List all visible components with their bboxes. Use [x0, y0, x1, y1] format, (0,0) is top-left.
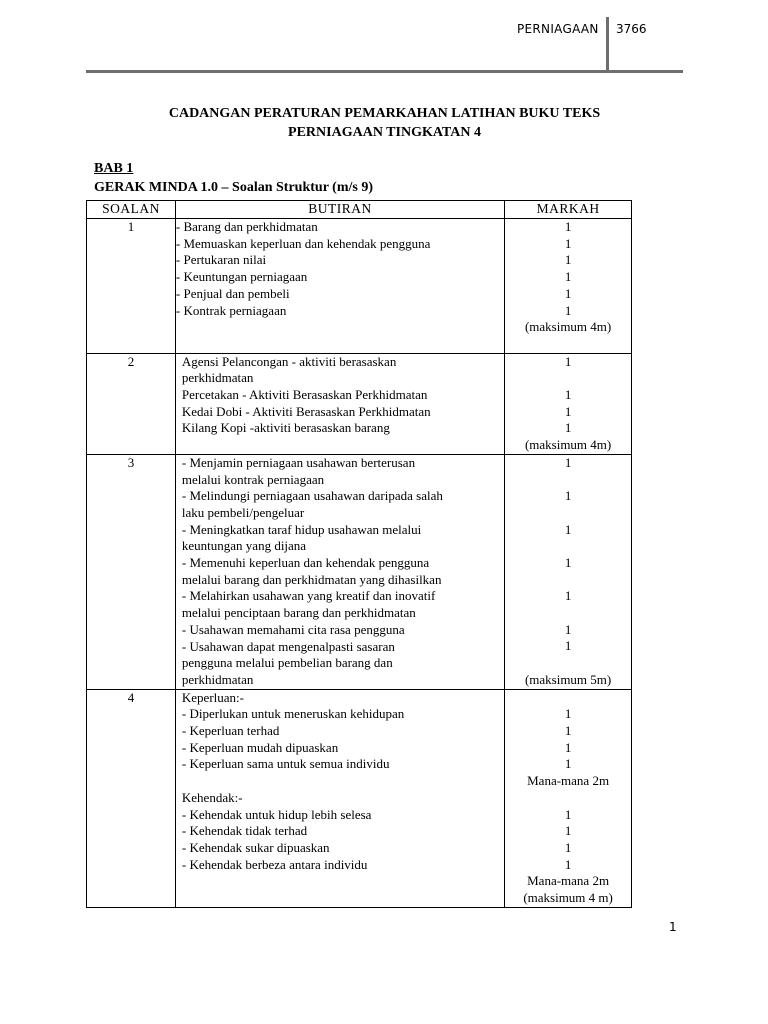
table-row: [87, 353, 632, 454]
detail-line: - Memenuhi keperluan dan kehendak pengguna: [181, 555, 430, 571]
header-subject: PERNIAGAAN: [517, 22, 599, 36]
detail-line: - Keperluan terhad: [181, 723, 280, 739]
mark-value: [505, 538, 631, 555]
mark-value: Mana-mana 2m: [527, 773, 610, 789]
marks-cell: [505, 454, 632, 689]
mark-value: 1: [564, 387, 572, 402]
mark-value: 1: [564, 806, 572, 822]
answer-details: [175, 353, 504, 454]
chapter-heading: BAB 1: [94, 161, 134, 176]
mark-value: 1: [564, 454, 572, 470]
mark-value: 1: [564, 219, 572, 234]
detail-line: Kehendak:-: [181, 789, 243, 805]
table-row: [87, 219, 632, 354]
table-row: [87, 689, 632, 907]
detail-line: Percetakan - Aktiviti Berasaskan Perkhidmatan: [181, 387, 428, 403]
detail-line: melalui barang dan perkhidmatan yang dihasilkan: [181, 571, 442, 587]
detail-line: [182, 873, 504, 890]
mark-value: [505, 505, 631, 522]
mark-value: 1: [564, 235, 572, 251]
question-number: 1: [87, 219, 176, 354]
mark-value: 1: [564, 521, 572, 537]
detail-line: - Usahawan memahami cita rasa pengguna: [181, 621, 405, 637]
mark-value: (maksimum 5m): [524, 671, 612, 687]
detail-line: - Kehendak sukar dipuaskan: [181, 839, 330, 855]
header-code: 3766: [616, 22, 647, 36]
mark-value: 1: [564, 823, 572, 839]
column-header-markah: MARKAH: [505, 201, 632, 219]
question-number: 2: [87, 353, 176, 454]
detail-line: - Pertukaran nilai: [175, 252, 267, 268]
table-row: [87, 454, 632, 689]
header-divider-vertical: [606, 17, 609, 73]
mark-value: (maksimum 4m): [524, 319, 612, 335]
detail-line: - Melindungi perniagaan usahawan daripada salah: [181, 488, 443, 504]
mark-value: [505, 605, 631, 622]
mark-value: 1: [564, 621, 572, 637]
mark-value: 1: [564, 269, 572, 285]
mark-value: 1: [564, 488, 572, 504]
mark-value: [505, 370, 631, 387]
detail-line: perkhidmatan: [181, 671, 254, 687]
detail-line: - Keuntungan perniagaan: [175, 269, 308, 285]
mark-value: (maksimum 4m): [524, 437, 612, 453]
detail-line: - Kehendak tidak terhad: [181, 823, 308, 839]
detail-line: - Melahirkan usahawan yang kreatif dan inovatif: [181, 588, 436, 604]
detail-line: Keperluan:-: [181, 689, 244, 705]
title-line-1: CADANGAN PERATURAN PEMARKAHAN LATIHAN BUKU TEKS: [168, 106, 601, 121]
marks-cell: [505, 353, 632, 454]
detail-line: - Menjamin perniagaan usahawan berterusan: [181, 454, 416, 470]
mark-value: 1: [564, 706, 572, 722]
marking-scheme-table: [86, 200, 632, 908]
mark-value: 1: [564, 588, 572, 604]
column-header-butiran: BUTIRAN: [175, 201, 504, 219]
detail-line: laku pembeli/pengeluar: [181, 504, 305, 520]
detail-line: - Kontrak perniagaan: [175, 302, 287, 318]
answer-details: [175, 219, 504, 354]
detail-line: [176, 319, 504, 336]
detail-line: - Usahawan dapat mengenalpasti sasaran: [181, 638, 395, 654]
mark-value: [505, 790, 631, 807]
mark-value: (maksimum 4 m): [523, 890, 613, 906]
detail-line: perkhidmatan: [181, 370, 254, 386]
detail-line: [182, 890, 504, 907]
mark-value: 1: [564, 739, 572, 755]
answer-details: [175, 454, 504, 689]
mark-value: 1: [564, 353, 572, 369]
mark-value: 1: [564, 285, 572, 301]
mark-value: 1: [564, 403, 572, 419]
mark-value: [505, 336, 631, 353]
detail-line: Agensi Pelancongan - aktiviti berasaskan: [181, 353, 397, 369]
marks-cell: [505, 689, 632, 907]
detail-line: - Meningkatkan taraf hidup usahawan melalui: [181, 521, 422, 537]
mark-value: 1: [564, 856, 572, 872]
detail-line: - Memuaskan keperluan dan kehendak pengguna: [175, 235, 431, 251]
detail-line: melalui penciptaan barang dan perkhidmatan: [181, 605, 416, 621]
detail-line: [176, 336, 504, 353]
mark-value: [505, 690, 631, 707]
detail-line: [182, 437, 504, 454]
detail-line: - Diperlukan untuk meneruskan kehidupan: [181, 706, 405, 722]
mark-value: 1: [564, 420, 572, 436]
mark-value: 1: [564, 839, 572, 855]
mark-value: 1: [564, 756, 572, 772]
marks-cell: [505, 219, 632, 354]
document-title: [86, 104, 683, 142]
detail-line: pengguna melalui pembelian barang dan: [181, 655, 393, 671]
detail-line: Kedai Dobi - Aktiviti Berasaskan Perkhidmatan: [181, 403, 431, 419]
detail-line: keuntungan yang dijana: [181, 538, 307, 554]
detail-line: melalui kontrak perniagaan: [181, 471, 325, 487]
detail-line: - Keperluan mudah dipuaskan: [181, 739, 339, 755]
mark-value: [505, 472, 631, 489]
mark-value: [505, 572, 631, 589]
detail-line: - Kehendak untuk hidup lebih selesa: [181, 806, 372, 822]
header-divider-horizontal: [86, 70, 683, 73]
column-header-soalan: SOALAN: [87, 201, 176, 219]
detail-line: - Barang dan perkhidmatan: [175, 219, 318, 234]
mark-value: 1: [564, 554, 572, 570]
table-header-row: [87, 201, 632, 219]
answer-details: [175, 689, 504, 907]
question-number: 3: [87, 454, 176, 689]
mark-value: Mana-mana 2m: [527, 873, 610, 889]
mark-value: 1: [564, 638, 572, 654]
detail-line: [182, 773, 504, 790]
mark-value: 1: [564, 723, 572, 739]
title-line-2: PERNIAGAAN TINGKATAN 4: [288, 125, 481, 140]
detail-line: - Keperluan sama untuk semua individu: [181, 756, 390, 772]
detail-line: - Penjual dan pembeli: [175, 285, 290, 301]
detail-line: Kilang Kopi -aktiviti berasaskan barang: [181, 420, 390, 436]
detail-line: - Kehendak berbeza antara individu: [181, 856, 368, 872]
mark-value: 1: [564, 302, 572, 318]
question-number: 4: [87, 689, 176, 907]
section-heading: GERAK MINDA 1.0 – Soalan Struktur (m/s 9): [94, 180, 373, 195]
page-number: 1: [669, 920, 677, 934]
mark-value: [505, 655, 631, 672]
mark-value: 1: [564, 252, 572, 268]
